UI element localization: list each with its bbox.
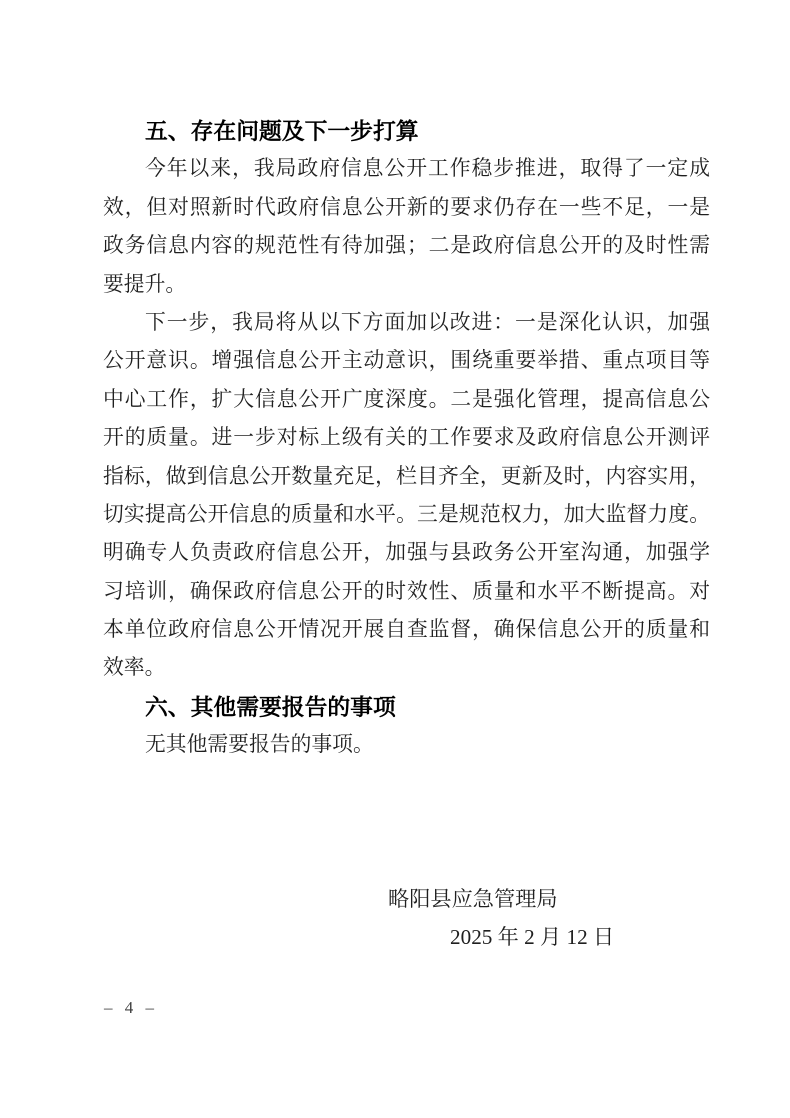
paragraph-line: 要提升。 (103, 272, 187, 296)
paragraph-line: 效，但对照新时代政府信息公开新的要求仍存在一些不足，一是 (103, 195, 710, 219)
paragraph-line: 效率。 (103, 656, 166, 680)
section-6-heading: 六、其他需要报告的事项 (145, 693, 396, 720)
section-5-paragraph-2 (103, 304, 710, 688)
paragraph-line: 本单位政府信息公开情况开展自查监督，确保信息公开的质量和 (103, 618, 710, 642)
paragraph-line: 中心工作，扩大信息公开广度深度。二是强化管理，提高信息公 (103, 387, 710, 411)
paragraph-line: 习培训，确保政府信息公开的时效性、质量和水平不断提高。对 (103, 579, 710, 603)
paragraph-line: 开的质量。进一步对标上级有关的工作要求及政府信息公开测评 (103, 426, 710, 450)
issuing-agency: 略阳县应急管理局 (388, 886, 558, 911)
document-body (103, 112, 710, 957)
paragraph-line: 政务信息内容的规范性有待加强；二是政府信息公开的及时性需 (103, 234, 710, 258)
issue-date: 2025 年 2 月 12 日 (450, 925, 615, 950)
paragraph-line: 下一步，我局将从以下方面加以改进：一是深化认识，加强 (145, 310, 710, 334)
paragraph-line: 今年以来，我局政府信息公开工作稳步推进，取得了一定成 (145, 157, 710, 181)
page-number: – 4 – (104, 998, 157, 1017)
paragraph-line: 无其他需要报告的事项。 (145, 733, 374, 757)
section-5-heading: 五、存在问题及下一步打算 (145, 118, 419, 144)
section-5-paragraph-1 (103, 150, 710, 304)
blank-space (103, 765, 710, 880)
paragraph-line: 指标，做到信息公开数量充足，栏目齐全，更新及时，内容实用， (103, 464, 710, 488)
paragraph-line: 公开意识。增强信息公开主动意识，围绕重要举措、重点项目等 (103, 349, 710, 373)
paragraph-line: 明确专人负责政府信息公开，加强与县政务公开室沟通，加强学 (103, 541, 710, 565)
paragraph-line: 切实提高公开信息的质量和水平。三是规范权力，加大监督力度。 (103, 502, 710, 526)
section-6-paragraph-1 (103, 726, 710, 764)
